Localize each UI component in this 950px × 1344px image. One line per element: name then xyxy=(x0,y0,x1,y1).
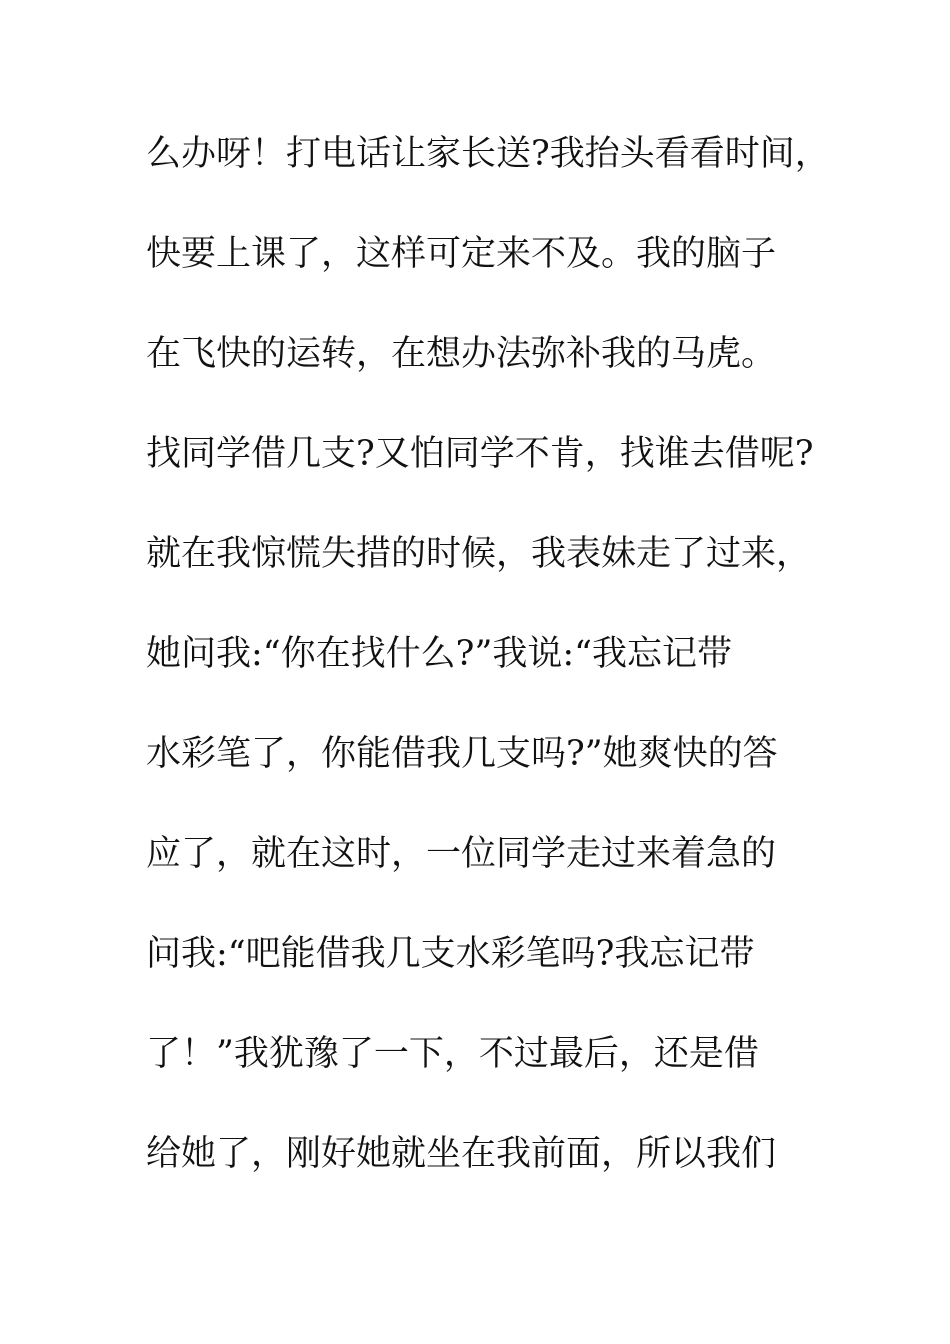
text-line-5: 就在我惊慌失措的时候，我表妹走了过来， xyxy=(146,534,812,574)
text-line-8: 应了，就在这时，一位同学走过来着急的 xyxy=(146,834,777,874)
text-line-3: 在飞快的运转，在想办法弥补我的马虎。 xyxy=(146,334,777,374)
text-line-4: 找同学借几支?又怕同学不肯，找谁去借呢? xyxy=(146,434,814,474)
text-line-7: 水彩笔了，你能借我几支吗?”她爽快的答 xyxy=(146,734,778,774)
text-line-10: 了！”我犹豫了一下，不过最后，还是借 xyxy=(146,1034,759,1074)
text-line-2: 快要上课了，这样可定来不及。我的脑子 xyxy=(146,234,777,274)
text-line-11: 给她了，刚好她就坐在我前面，所以我们 xyxy=(146,1134,777,1174)
text-line-1: 么办呀！打电话让家长送?我抬头看看时间， xyxy=(146,134,830,174)
text-line-9: 问我:“吧能借我几支水彩笔吗?我忘记带 xyxy=(146,934,755,974)
text-line-6: 她问我:“你在找什么?”我说:“我忘记带 xyxy=(146,634,733,674)
